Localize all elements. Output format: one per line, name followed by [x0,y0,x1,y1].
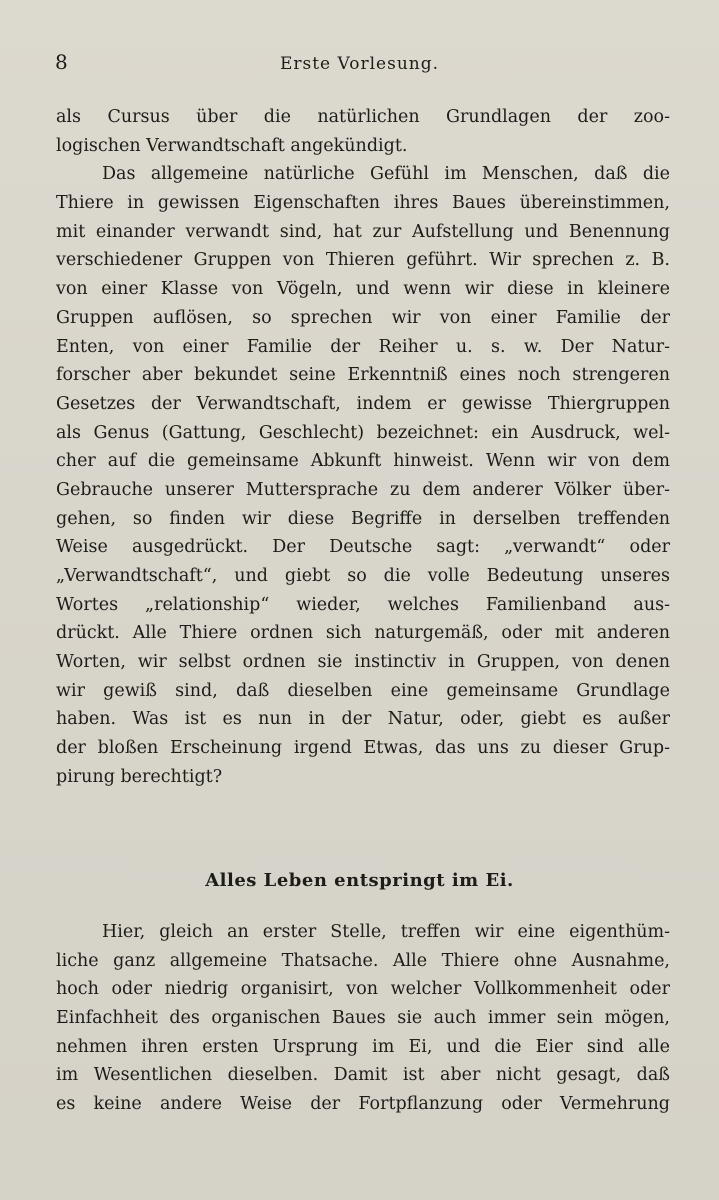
text-line: als Genus (Gattung, Geschlecht) bezeichnet: ein Ausdruck, wel- [56,422,670,443]
text-line: Hier, gleich an erster Stelle, treffen wir eine eigenthüm- [102,922,670,942]
text-line: Thiere in gewissen Eigenschaften ihres Baues übereinstimmen, [56,193,670,214]
page-number: 8 [55,50,68,74]
section-heading: Alles Leben entspringt im Ei. [205,870,514,891]
text-line: mit einander verwandt sind, hat zur Aufstellung und Benennung [56,221,670,242]
text-line: Worten, wir selbst ordnen sie instinctiv in Gruppen, von denen [56,652,670,673]
text-line: hoch oder niedrig organisirt, von welcher Vollkommenheit oder [56,979,670,1000]
text-line: haben. Was ist es nun in der Natur, oder, giebt es außer [56,709,670,730]
text-line: verschiedener Gruppen von Thieren geführt. Wir sprechen z. B. [56,250,670,271]
running-title: Erste Vorlesung. [279,54,440,74]
text-line: Wortes „relationship“ wieder, welches Familienband aus- [56,594,670,615]
text-line: Das allgemeine natürliche Gefühl im Menschen, daß die [102,164,670,185]
text-line: es keine andere Weise der Fortpflanzung oder Vermehrung [56,1094,670,1115]
paragraph-egg [56,918,670,1119]
text-line: wir gewiß sind, daß dieselben eine gemeinsame Grundlage [56,680,670,701]
text-line: forscher aber bekundet seine Erkenntniß eines noch strengeren [56,365,670,386]
text-line: cher auf die gemeinsame Abkunft hinweist. Wenn wir von dem [56,451,670,472]
text-line: liche ganz allgemeine Thatsache. Alle Thiere ohne Ausnahme, [56,950,670,971]
text-line: Gesetzes der Verwandtschaft, indem er gewisse Thiergruppen [56,393,670,414]
text-line: Weise ausgedrückt. Der Deutsche sagt: „verwandt“ oder [56,537,670,558]
text-line: von einer Klasse von Vögeln, und wenn wir diese in kleinere [56,279,670,300]
text-line: nehmen ihren ersten Ursprung im Ei, und die Eier sind alle [56,1036,670,1057]
text-line: „Verwandtschaft“, und giebt so die volle Bedeutung unseres [56,566,670,586]
text-line: Einfachheit des organischen Baues sie auch immer sein mögen, [56,1008,670,1029]
text-line: als Cursus über die natürlichen Grundlagen der zoo- [56,107,670,127]
text-line: der bloßen Erscheinung irgend Etwas, das uns zu dieser Grup- [56,738,670,759]
text-line: pirung berechtigt? [56,766,223,787]
text-line: Enten, von einer Familie der Reiher u. s. w. Der Natur- [56,336,670,357]
text-line: drückt. Alle Thiere ordnen sich naturgemäß, oder mit anderen [56,623,670,644]
text-line: im Wesentlichen dieselben. Damit ist aber nicht gesagt, daß [56,1065,670,1086]
text-line: gehen, so finden wir diese Begriffe in derselben treffenden [56,508,670,529]
paragraph-continuation [56,103,670,160]
text-line: logischen Verwandtschaft angekündigt. [56,135,408,156]
paragraph-relationship [56,160,670,791]
text-line: Gebrauche unserer Muttersprache zu dem anderer Völker über- [56,479,670,500]
text-line: Gruppen auflösen, so sprechen wir von einer Familie der [56,307,670,328]
body-text-top [56,103,670,792]
